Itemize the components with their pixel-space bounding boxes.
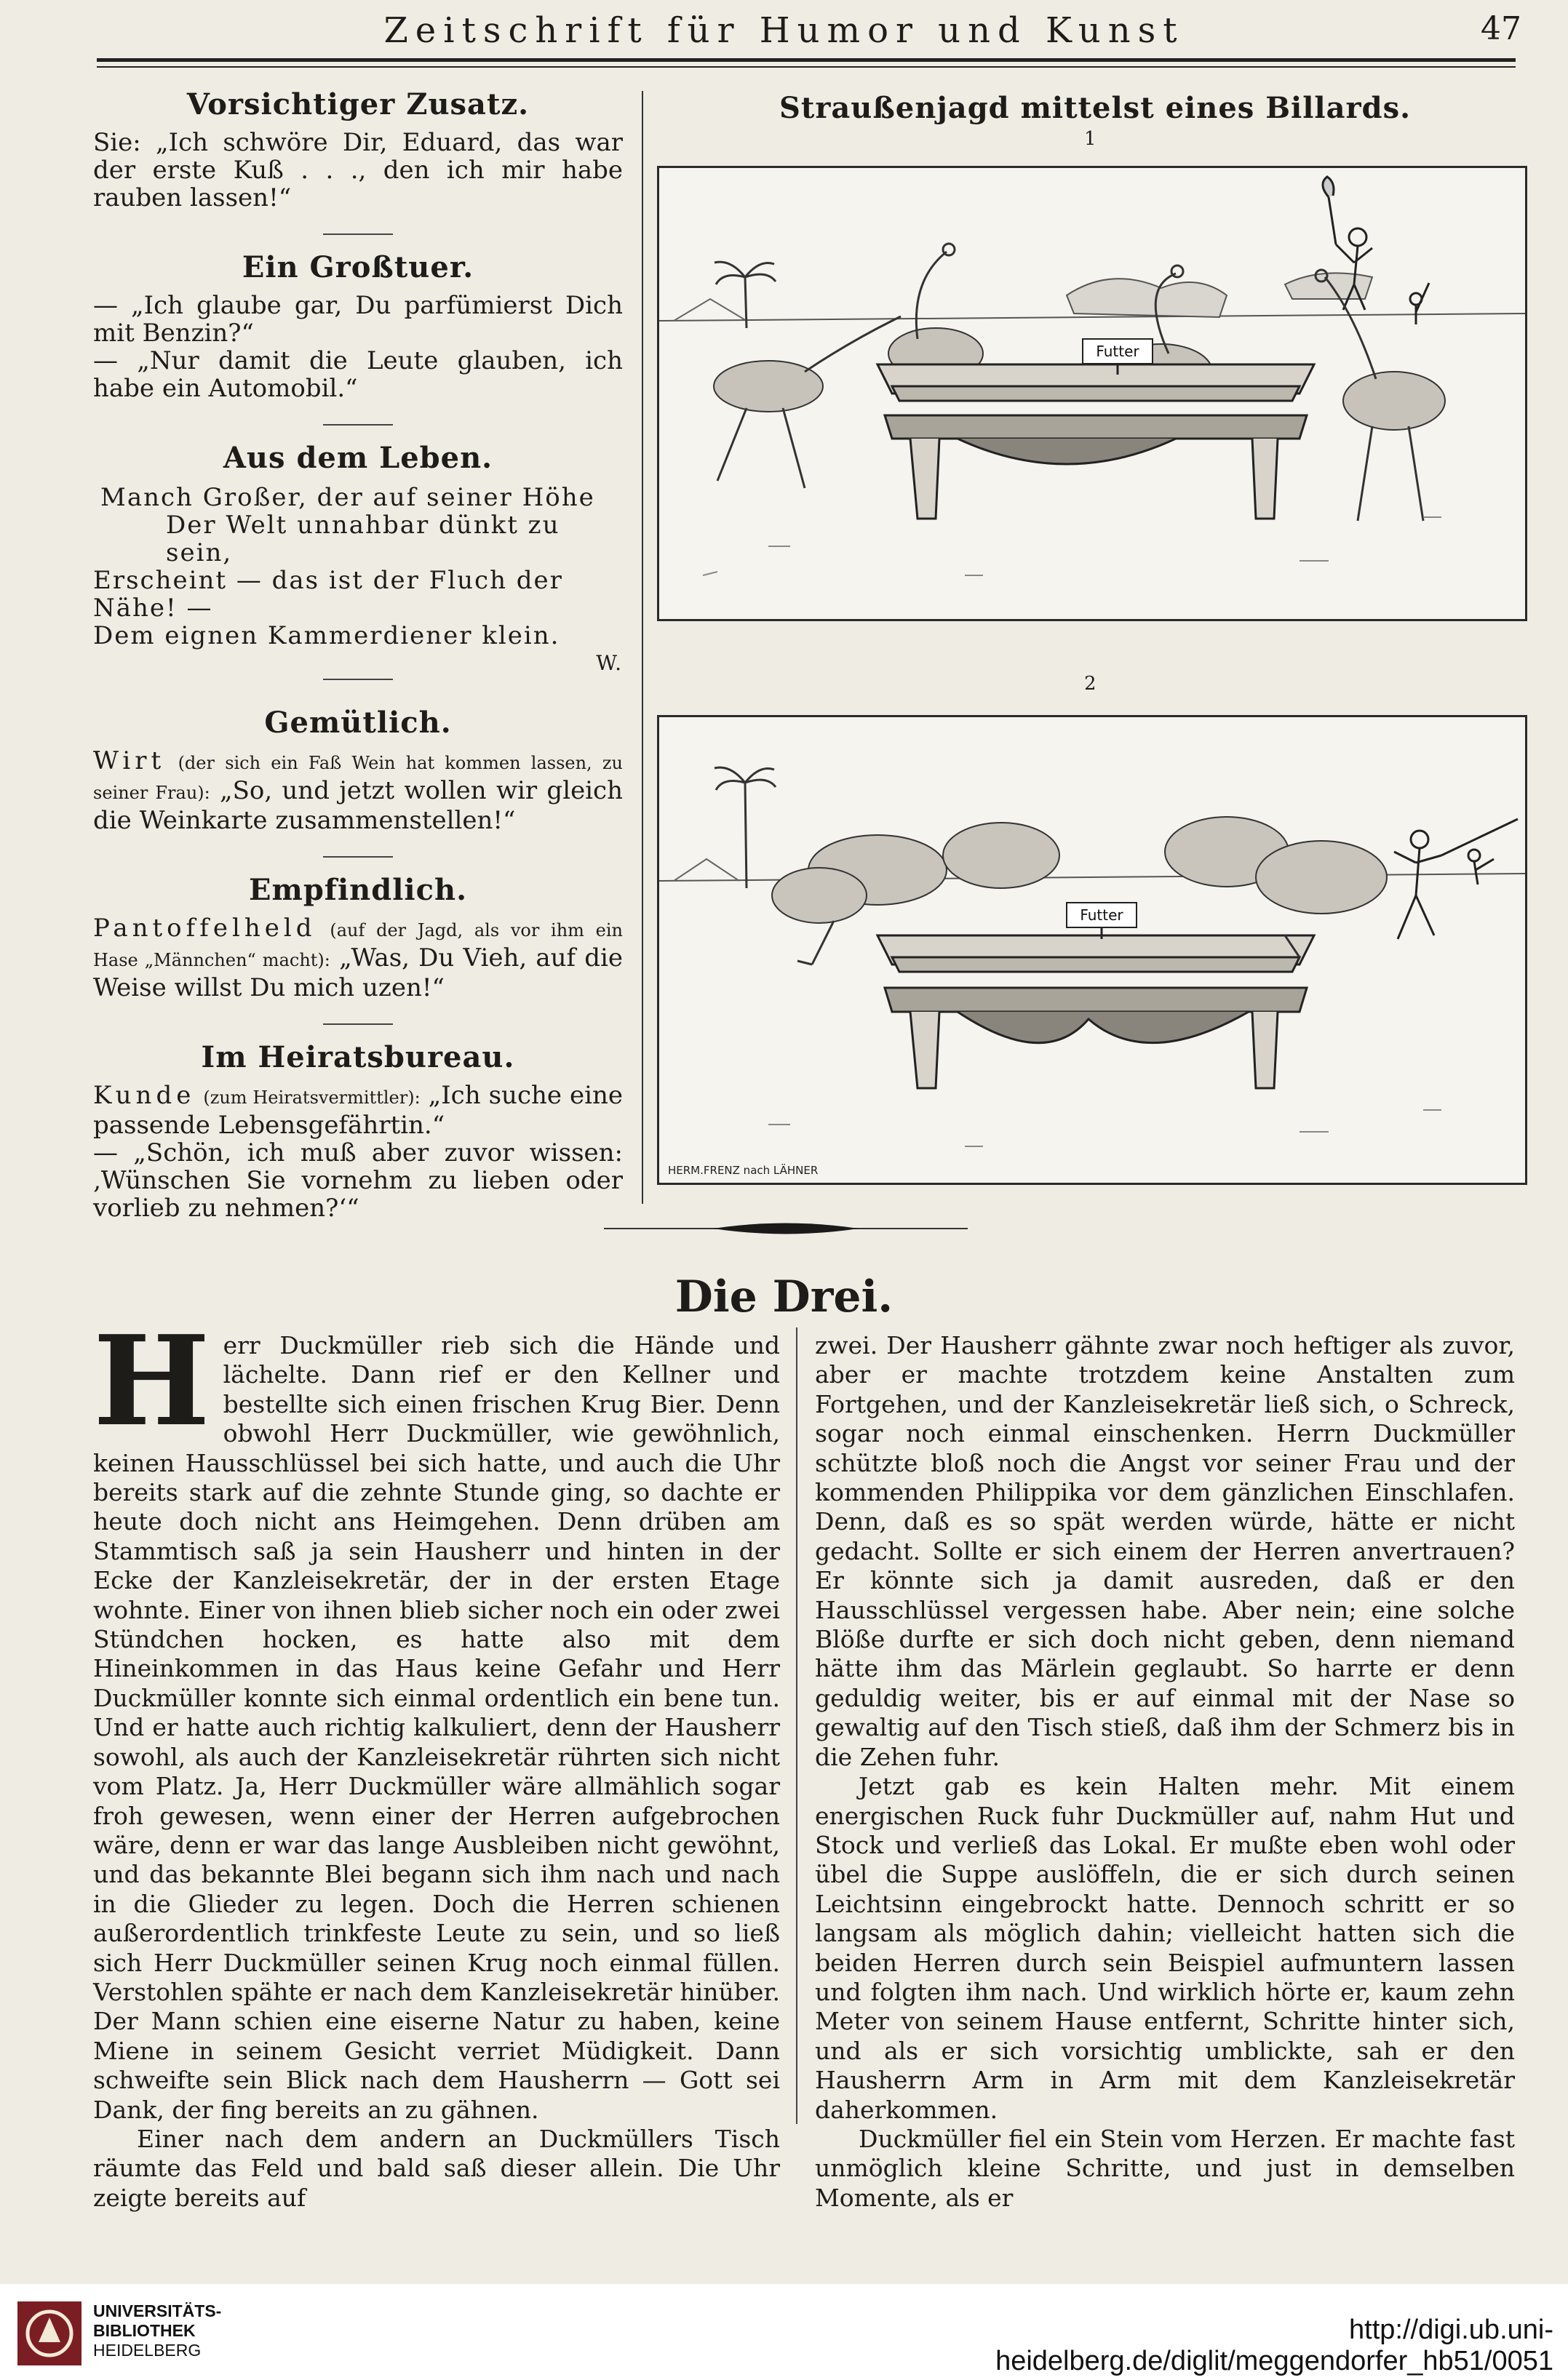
page-number: 47 <box>1481 10 1521 47</box>
joke-line-2b: — „Nur damit die Leute glauben, ich habe ein Automobil.“ <box>93 346 623 403</box>
joke-heading-1: Vorsichtiger Zusatz. <box>186 87 530 121</box>
article-column-divider <box>796 1327 797 2124</box>
panel-2-number: 2 <box>1084 673 1097 695</box>
cartoon-signature: HERM.FRENZ nach LÄHNER <box>668 1164 819 1177</box>
article-title: Die Drei. <box>674 1271 894 1322</box>
header-rule-thin <box>97 66 1516 68</box>
institution-name <box>93 2301 221 2360</box>
institution-line-1: UNIVERSITÄTS- <box>93 2301 222 2320</box>
ornament-divider <box>604 1218 968 1239</box>
article-paragraph-5: Duckmüller fiel ein Stein vom Herzen. Er machte fast unmöglich kleine Schritte, und just in demselben Momente, als er <box>815 2124 1515 2212</box>
stage-direction-4: (der sich ein Faß Wein hat kommen lassen, zu seiner Frau): <box>93 753 624 803</box>
poem <box>93 484 623 677</box>
speaker-wirt: Wirt <box>93 746 166 775</box>
article-left-column <box>93 1309 780 2213</box>
panel-2-drawing <box>659 717 1525 1183</box>
joke-heading-5: Empfindlich. <box>249 873 467 907</box>
cartoon-title: Straußenjagd mittelst eines Billards. <box>779 91 1412 125</box>
joke-heading-2: Ein Großtuer. <box>242 250 474 284</box>
speaker-pantoffelheld: Pantoffelheld <box>93 914 317 943</box>
stage-direction-6: (zum Heiratsvermittler): <box>203 1087 421 1108</box>
source-url-link[interactable]: http://digi.ub.uni-heidelberg.de/diglit/meggendorfer_hb51/0051 <box>995 2315 1553 2376</box>
poem-line-1: Manch Großer, der auf seiner Höhe <box>100 483 595 512</box>
joke-line-2a: — „Ich glaube gar, Du parfümierst Dich mit Benzin?“ <box>93 291 623 348</box>
joke-text-5 <box>93 914 623 1002</box>
joke-text-4 <box>93 747 623 834</box>
poem-line-4: Dem eignen Kammerdiener klein. <box>93 621 560 650</box>
panel-1-sign-text: Futter <box>1096 343 1139 360</box>
joke-text-6 <box>93 1082 623 1139</box>
panel-1-number: 1 <box>1084 128 1097 150</box>
separator <box>323 679 393 680</box>
separator <box>323 1023 393 1025</box>
separator <box>323 233 393 235</box>
dialog-6: „Ich suche eine passende Lebensgefährtin.“ <box>93 1081 623 1140</box>
poem-line-3: Erscheint — das ist der Fluch der Nähe! — <box>93 566 563 623</box>
article-paragraph-1-text: err Duckmüller rieb sich die Hände und lächelte. Dann rief er den Kellner und bestellte sich einen frischen Krug Bier. Denn obwohl Herr Duckmüller, wie gewöhnlich, keinen Hausschlüssel bei sich hatte, und auch die Uhr bereits stark auf die zehnte Stunde ging, so dachte er heute doch nicht ans Heimgehen. Denn drüben am Stammtisch saß ja sein Hausherr und hinten in der Ecke der Kanzleisekretär, der in der ersten Etage wohnte. Einer von ihnen blieb sicher noch ein oder zwei Stündchen hocken, es hatte also mit dem Hineinkommen in das Haus keine Gefahr und Herr Duckmüller konnte sich einmal ordentlich ein bene tun. Und er hatte auch richtig kalkuliert, denn der Hausherr sowohl, als auch der Kanzleisekretär rührten sich nicht vom Platz. Ja, Herr Duckmüller wäre allmählich sogar froh gewesen, wenn einer der Herren aufgebrochen wäre, denn er war das lange Ausbleiben nicht gewöhnt, und das bekannte Blei begann sich ihm nach und nach in die Glieder zu legen. Doch die Herren schienen außerordentlich trinkfeste Leute zu sein, und so ließ sich Herr Duckmüller seinen Krug noch einmal füllen. Verstohlen spähte er nach dem Kanzleisekretär hinüber. Der Mann schien eine eiserne Natur zu haben, keine Miene in seinem Gesicht verriet Müdigkeit. Dann schweifte sein Blick nach dem Hausherrn — Gott sei Dank, der fing bereits an zu gähnen. <box>93 1331 780 2124</box>
poem-signature: W. <box>596 651 623 675</box>
header-rule-thick <box>97 58 1516 62</box>
running-head-title: Zeitschrift für Humor und Kunst <box>383 10 1185 51</box>
article-paragraph-1 <box>93 1309 780 2125</box>
joke-heading-4: Gemütlich. <box>264 706 452 740</box>
speaker-kunde: Kunde <box>93 1081 196 1110</box>
cartoon-panel-2 <box>657 715 1527 1185</box>
article-paragraph-4: Jetzt gab es kein Halten mehr. Mit einem energischen Ruck fuhr Duckmüller auf, nahm Hut und Stock und verließ das Lokal. Er mußte eben wohl oder übel die Suppe auslöffeln, die er sich durch seinen Leichtsinn eingebrockt hatte. Dennoch schritt er so langsam als möglich dahin; vielleicht hatten sich die beiden Herren durch sein Beispiel aufmuntern lassen und folgten ihm nach. Und wirklich hörte er, kaum zehn Meter von seinem Hause entfernt, Schritte hinter sich, und als er sich vorsichtig umblickte, sah er den Hausherrn Arm in Arm mit dem Kanzleisekretär daherkommen. <box>815 1772 1515 2124</box>
joke-heading-6: Im Heiratsbureau. <box>201 1040 515 1074</box>
dialog-6b: — „Schön, ich muß aber zuvor wissen: ‚Wünschen Sie vornehm zu lieben oder vorlieb zu nehmen?‘“ <box>93 1138 623 1223</box>
poem-line-2: Der Welt unnahbar dünkt zu sein, <box>166 511 560 567</box>
column-divider <box>642 91 643 1204</box>
dialog-5: „Was, Du Vieh, auf die Weise willst Du mich uzen!“ <box>93 943 624 1002</box>
dialog-4: „So, und jetzt wollen wir gleich die Weinkarte zusammenstellen!“ <box>93 776 623 835</box>
separator <box>323 424 393 426</box>
panel-2-sign-text: Futter <box>1080 906 1123 924</box>
stage-direction-5: (auf der Jagd, als vor ihm ein Hase „Männchen“ macht): <box>93 920 623 970</box>
panel-1-drawing <box>659 168 1525 619</box>
university-seal-icon <box>13 2297 86 2370</box>
joke-heading-3: Aus dem Leben. <box>223 441 493 475</box>
separator <box>323 856 393 858</box>
institution-line-3: HEIDELBERG <box>93 2341 202 2360</box>
article-paragraph-2: Einer nach dem andern an Duckmüllers Tisch räumte das Feld und bald saß dieser allein. Die Uhr zeigte bereits auf <box>93 2124 780 2212</box>
institution-line-2: BIBLIOTHEK <box>93 2321 196 2340</box>
jokes-column <box>93 87 624 1223</box>
joke-text-1: Sie: „Ich schwöre Dir, Eduard, das war der erste Kuß . . ., den ich mir habe rauben lassen!“ <box>93 128 623 212</box>
article-paragraph-3: zwei. Der Hausherr gähnte zwar noch heftiger als zuvor, aber er machte trotzdem keine Anstalten zum Fortgehen, und der Kanzleisekretär ließ sich, o Schreck, sogar noch einmal einschenken. Herrn Duckmüller schützte bloß noch die Angst vor seiner Frau und der kommenden Philippika vor dem gänzlichen Einschlafen. Denn, daß es so spät werden würde, hätte er nicht gedacht. Sollte er sich einem der Herren anvertrauen? Er könnte sich ja damit ausreden, daß er den Hausschlüssel vergessen habe. Aber nein; eine solche Blöße durfte er sich doch nicht geben, denn niemand hätte ihm das Märlein geglaubt. So harrte er denn geduldig weiter, bis er auf einmal mit der Nase so gewaltig auf den Tisch stieß, daß ihm der Schmerz bis in die Zehen fuhr. <box>815 1331 1515 1771</box>
article-right-column <box>815 1331 1515 2213</box>
drop-cap: H <box>93 1309 210 1454</box>
cartoon-panel-1 <box>657 166 1527 621</box>
